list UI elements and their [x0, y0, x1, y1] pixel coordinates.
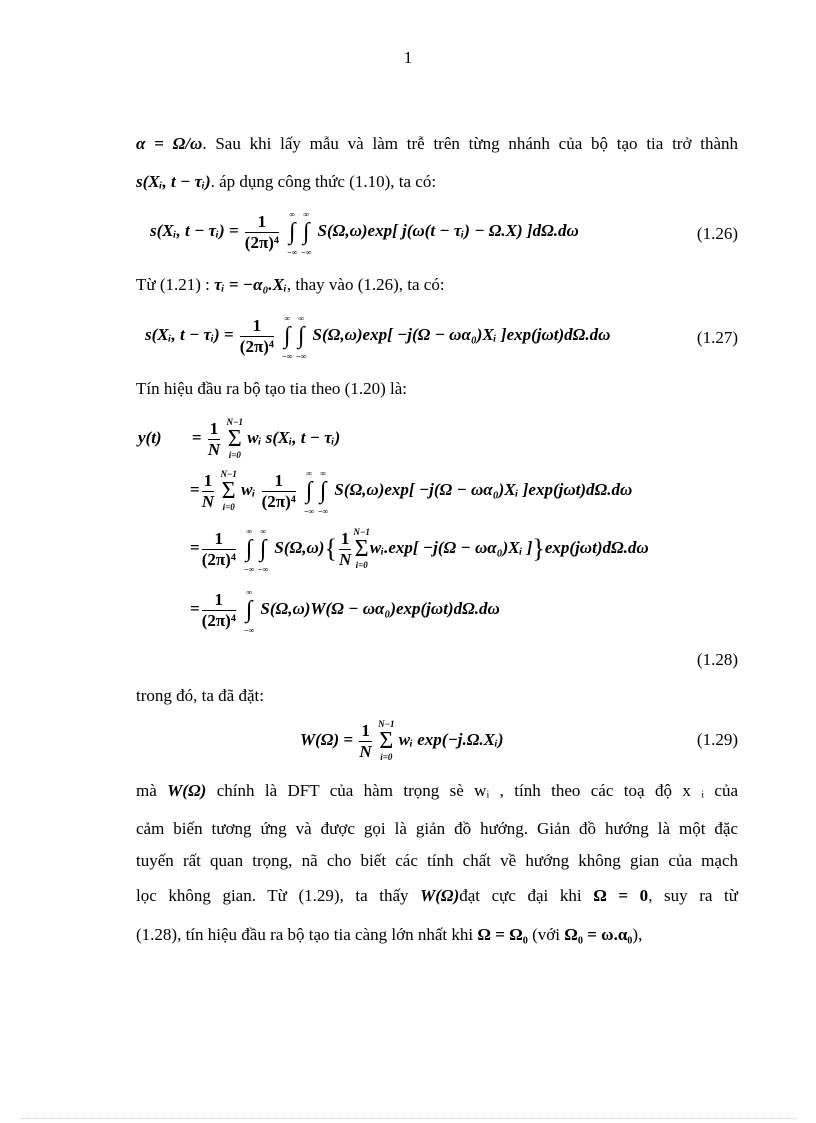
equation-1-29: W(Ω) = $\frac{1}{N}$ N−1 Σ i=0 wᵢ exp(−j.Ω.Xᵢ) — [300, 719, 504, 762]
equation-1-28-line3: = $\frac{1}{\text{(2π)⁴}}$ ∞ ∫ −∞ ∞ ∫ −∞ S(Ω,ω){ $\frac{1}{N}$ N−1 Σ i=0 wᵢ.exp[ −j(Ω − ωα₀)Xᵢ ]}exp(jωt)dΩ.dω — [190, 526, 649, 574]
line-tu-1-21: Từ (1.21) : τᵢ = −α₀.Xᵢ, thay vào (1.26), ta có: — [136, 275, 445, 294]
paragraph1-line1 — [136, 134, 738, 154]
integral-icon: ∞ ∫ −∞ — [244, 526, 255, 574]
paragraph2-line5: (1.28), tín hiệu đầu ra bộ tạo tia càng lớn nhất khi Ω = Ω₀ (với Ω₀ = ω.α₀), — [136, 925, 643, 944]
integral-icon: ∞ ∫ −∞ — [303, 468, 315, 516]
equation-number-1-29: (1.29) — [696, 730, 738, 749]
paragraph2-line1: mà W(Ω) chính là DFT của hàm trọng sè wᵢ , tính theo các toạ độ x ᵢ của — [136, 781, 738, 800]
integral-icon: ∞ ∫ −∞ — [317, 468, 329, 516]
integral-icon: ∞ ∫ −∞ — [282, 313, 293, 361]
equation-number-1-28: (1.28) — [696, 650, 738, 669]
integral-icon: ∞ ∫ −∞ — [296, 313, 307, 361]
integral-icon: ∞ ∫ −∞ — [244, 587, 255, 635]
formula-alpha: α = Ω/ω — [136, 134, 203, 153]
paragraph2-line4: lọc không gian. Từ (1.29), ta thấy W(Ω)đạt cực đại khi Ω = 0, suy ra từ — [136, 886, 738, 905]
page-bottom-divider — [20, 1118, 796, 1119]
paragraph2-line2: cảm biến tương ứng và được gọi là giản đồ hướng. Giản đồ hướng là một đặc — [136, 819, 738, 838]
integral-icon: ∞ ∫ −∞ — [301, 209, 312, 257]
sum-icon: N−1 Σ i=0 — [220, 469, 237, 512]
sum-icon: N−1 Σ i=0 — [378, 719, 395, 762]
formula-s: s(Xᵢ, t − τᵢ) — [136, 172, 211, 191]
line-trong-do: trong đó, ta đã đặt: — [136, 686, 264, 705]
equation-1-26: s(Xᵢ, t − τᵢ) = $\frac{1}{\text{(2π)⁴}}$ ∞ ∫ −∞ ∞ ∫ −∞ S(Ω,ω)exp[ j(ω(t − τᵢ) − Ω.X) ]dΩ.dω — [150, 209, 579, 257]
equation-1-28-line1: y(t) = $\frac{1}{N}$ N−1 Σ i=0 wᵢ s(Xᵢ, t − τᵢ) — [138, 417, 341, 460]
paragraph1-line2 — [136, 172, 738, 192]
equation-number-1-27: (1.27) — [696, 328, 738, 347]
integral-icon: ∞ ∫ −∞ — [287, 209, 298, 257]
integral-icon: ∞ ∫ −∞ — [258, 526, 269, 574]
line-tin-hieu: Tín hiệu đầu ra bộ tạo tia theo (1.20) là: — [136, 379, 407, 398]
paragraph2-line3: tuyến rất quan trọng, nã cho biết các tính chất về hướng không gian của mạch — [136, 851, 738, 870]
sum-icon: N−1 Σ i=0 — [353, 527, 370, 570]
paragraph1-text2: . áp dụng công thức (1.10), ta có: — [210, 172, 437, 191]
equation-number-1-26: (1.26) — [696, 224, 738, 243]
sum-icon: N−1 Σ i=0 — [226, 417, 243, 460]
equation-1-28-line4: = $\frac{1}{\text{(2π)⁴}}$ ∞ ∫ −∞ S(Ω,ω)W(Ω − ωα₀)exp(jωt)dΩ.dω — [190, 587, 500, 635]
paragraph1-text1: . Sau khi lấy mẫu và làm trễ trên từng nhánh của bộ tạo tia trở thành — [202, 134, 738, 153]
equation-1-28-line2: = $\frac{1}{N}$ N−1 Σ i=0 wᵢ $\frac{1}{\text{(2π)⁴}}$ ∞ ∫ −∞ ∞ ∫ −∞ S(Ω,ω)exp[ −j(Ω − ωα₀)Xᵢ ]exp(jωt)dΩ.dω — [190, 468, 633, 516]
equation-1-27: s(Xᵢ, t − τᵢ) = $\frac{1}{\text{(2π)⁴}}$ ∞ ∫ −∞ ∞ ∫ −∞ S(Ω,ω)exp[ −j(Ω − ωα₀)Xᵢ ]exp(jωt)dΩ.dω — [145, 313, 611, 361]
page-number: 1 — [403, 48, 413, 67]
